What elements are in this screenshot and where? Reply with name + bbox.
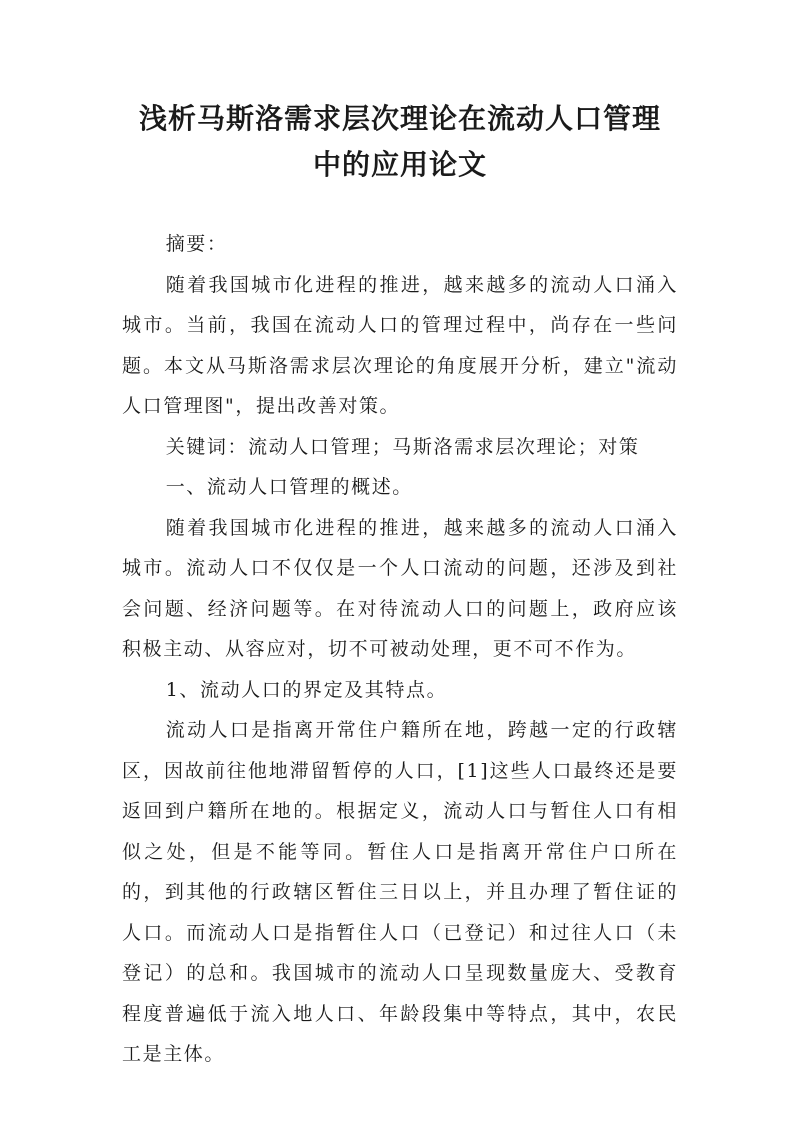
document-title xyxy=(110,96,690,188)
title-line-2: 中的应用论文 xyxy=(312,148,487,181)
abstract-paragraph: 随着我国城市化进程的推进，越来越多的流动人口涌入城市。当前，我国在流动人口的管理过程中，尚存在一些问题。本文从马斯洛需求层次理论的角度展开分析，建立"流动人口管理图"，提出改善对策。 xyxy=(122,273,678,417)
abstract-label: 摘要： xyxy=(165,233,228,255)
keywords-line: 关键词：流动人口管理；马斯洛需求层次理论；对策 xyxy=(165,435,640,458)
document-body xyxy=(122,224,678,1075)
body-paragraph: 随着我国城市化进程的推进，越来越多的流动人口涌入城市。流动人口不仅仅是一个人口流动的问题，还涉及到社会问题、经济问题等。在对待流动人口的问题上，政府应该积极主动、从容应对，切不可被动处理，更不可不作为。 xyxy=(122,516,678,660)
subsection-heading-1: 1、流动人口的界定及其特点。 xyxy=(165,678,448,701)
title-line-1: 浅析马斯洛需求层次理论在流动人口管理 xyxy=(138,102,661,135)
section-heading-1: 一、流动人口管理的概述。 xyxy=(165,476,413,498)
body-paragraph: 流动人口是指离开常住户籍所在地，跨越一定的行政辖区，因故前往他地滞留暂停的人口，[1]这些人口最终还是要返回到户籍所在地的。根据定义，流动人口与暂住人口有相似之处，但是不能等同。暂住人口是指离开常住户口所在的，到其他的行政辖区暂住三日以上，并且办理了暂住证的人口。而流动人口是指暂住人口（已登记）和过往人口（未登记）的总和。我国城市的流动人口呈现数量庞大、受教育程度普遍低于流入地人口、年龄段集中等特点，其中，农民工是主体。 xyxy=(122,719,678,1065)
